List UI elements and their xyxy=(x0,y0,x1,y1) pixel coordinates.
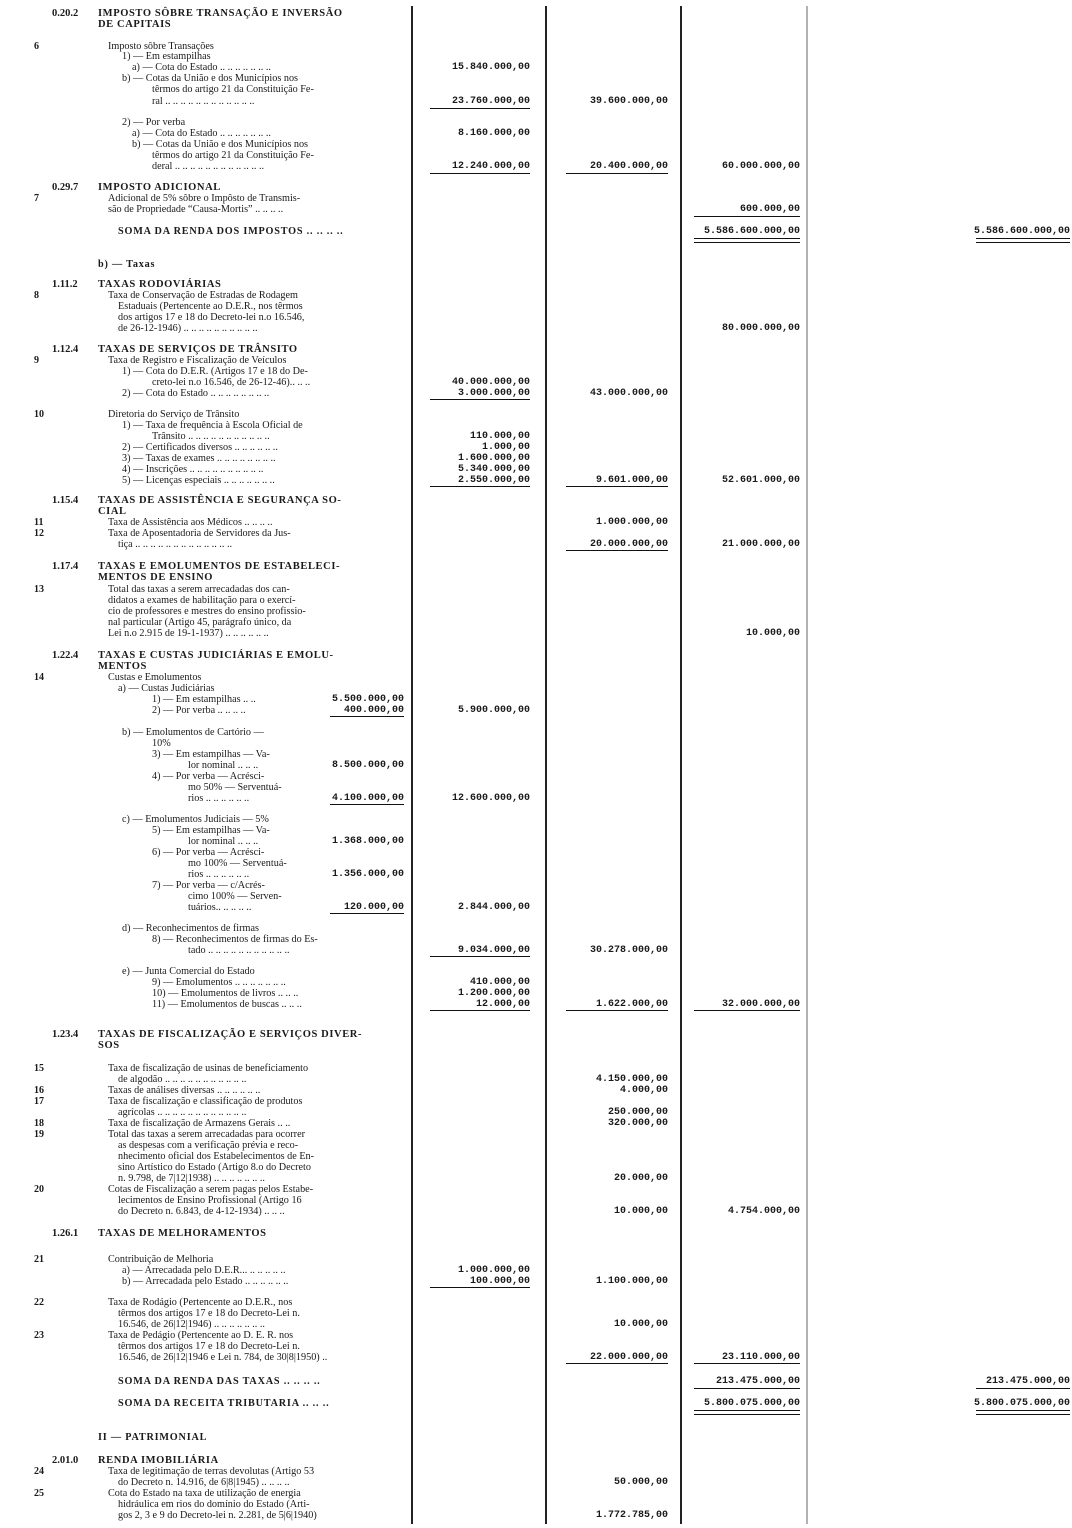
amount-c1: 12.600.000,00 xyxy=(451,793,530,804)
row-label: 2) — Por verba .. .. .. .. xyxy=(152,705,246,716)
row-label: n. 9.798, de 7|12|1938) .. .. .. .. .. .. .. xyxy=(118,1173,265,1184)
row-label: lor nominal .. .. .. xyxy=(188,836,259,847)
row-label: 3) — Em estampilhas — Va- xyxy=(152,749,270,760)
subtotal-rule xyxy=(694,1363,800,1364)
amount-c1: 1.600.000,00 xyxy=(457,453,530,464)
row-label: d) — Reconhecimentos de firmas xyxy=(122,923,259,934)
row-label: b) — Cotas da União e dos Municípios nos xyxy=(132,139,309,150)
amount-c0: 5.500.000,00 xyxy=(331,694,404,705)
item-code: 0.29.7 xyxy=(52,182,79,193)
item-number: 19 xyxy=(34,1129,44,1140)
amount-c2: 30.278.000,00 xyxy=(589,945,668,956)
row-label: ral .. .. .. .. .. .. .. .. .. .. .. .. xyxy=(152,96,255,107)
row-label: Taxa de Assistência aos Médicos .. .. .. .. xyxy=(108,517,273,528)
item-code: 1.22.4 xyxy=(52,650,79,661)
subtotal-rule xyxy=(430,1010,530,1011)
amount-c0: 1.356.000,00 xyxy=(331,869,404,880)
amount-c3: 32.000.000,00 xyxy=(721,999,800,1010)
subtotal-rule xyxy=(566,486,668,487)
amount-c1: 8.160.000,00 xyxy=(457,128,530,139)
row-label: agrícolas .. .. .. .. .. .. .. .. .. .. .. .. xyxy=(118,1107,247,1118)
amount-c2: 4.000,00 xyxy=(619,1085,668,1096)
item-number: 14 xyxy=(34,672,44,683)
row-label: têrmos dos artigos 17 e 18 do Decreto-Lei n. xyxy=(118,1341,300,1352)
row-label: Cota do Estado na taxa de utilização de energia xyxy=(108,1488,301,1499)
row-label: gos 2, 3 e 9 do Decreto-lei n. 2.281, de 5|6|1940) xyxy=(118,1510,317,1521)
section-heading: RENDA IMOBILIÁRIA xyxy=(98,1455,219,1466)
row-label: Taxa de fiscalização de Armazens Gerais .. .. xyxy=(108,1118,291,1129)
row-label: mo 50% — Serventuá- xyxy=(188,782,282,793)
section-heading: TAXAS E CUSTAS JUDICIÁRIAS E EMOLU- xyxy=(98,650,334,661)
row-label: cimo 100% — Serven- xyxy=(188,891,282,902)
total-double-rule xyxy=(694,1410,800,1415)
total-double-rule xyxy=(976,238,1070,243)
section-heading: IMPOSTO ADICIONAL xyxy=(98,182,221,193)
row-label: as despesas com a verificação prévia e reco- xyxy=(118,1140,299,1151)
section-heading: TAXAS DE ASSISTÊNCIA E SEGURANÇA SO- xyxy=(98,495,342,506)
section-heading: CIAL xyxy=(98,506,127,517)
row-label: SOMA DA RENDA DAS TAXAS .. .. .. .. xyxy=(118,1376,321,1387)
row-label: b) — Cotas da União e dos Municípios nos xyxy=(122,73,299,84)
subtotal-rule xyxy=(566,1363,668,1364)
item-number: 7 xyxy=(34,193,39,204)
row-label: 1) — Em estampilhas xyxy=(122,51,211,62)
subtotal-rule xyxy=(430,108,530,109)
amount-c2: 20.000,00 xyxy=(613,1173,668,1184)
row-label: Taxa de Aposentadoria de Servidores da Jus- xyxy=(108,528,291,539)
amount-c2: 20.400.000,00 xyxy=(589,161,668,172)
row-label: Lei n.o 2.915 de 19-1-1937) .. .. .. .. .. .. xyxy=(108,628,269,639)
amount-c2: 1.772.785,00 xyxy=(595,1510,668,1521)
item-number: 8 xyxy=(34,290,39,301)
subtotal-rule xyxy=(694,1010,800,1011)
item-number: 13 xyxy=(34,584,44,595)
row-label: 4) — Inscrições .. .. .. .. .. .. .. .. .. .. xyxy=(122,464,264,475)
row-label: b) — Taxas xyxy=(98,259,156,270)
amount-c2: 250.000,00 xyxy=(607,1107,668,1118)
row-label: Taxa de fiscalização e classificação de produtos xyxy=(108,1096,303,1107)
subtotal-rule xyxy=(430,956,530,957)
amount-c3: 60.000.000,00 xyxy=(721,161,800,172)
amount-c0: 120.000,00 xyxy=(343,902,404,913)
item-number: 10 xyxy=(34,409,44,420)
row-label: 4) — Por verba — Acrésci- xyxy=(152,771,265,782)
amount-c2: 10.000,00 xyxy=(613,1319,668,1330)
subtotal-rule xyxy=(430,173,530,174)
item-number: 16 xyxy=(34,1085,44,1096)
row-label: Taxa de Rodágio (Pertencente ao D.E.R., nos xyxy=(108,1297,293,1308)
row-label: SOMA DA RENDA DOS IMPOSTOS .. .. .. .. xyxy=(118,226,344,237)
row-label: são de Propriedade “Causa-Mortis” .. .. .. .. xyxy=(108,204,284,215)
amount-c3: 5.800.075.000,00 xyxy=(703,1398,800,1409)
row-label: Trânsito .. .. .. .. .. .. .. .. .. .. .. xyxy=(152,431,270,442)
item-number: 23 xyxy=(34,1330,44,1341)
row-label: lor nominal .. .. .. xyxy=(188,760,259,771)
column-divider xyxy=(545,6,547,1524)
item-code: 1.11.2 xyxy=(52,279,78,290)
row-label: lecimentos de Ensino Profissional (Artigo 16 xyxy=(118,1195,302,1206)
row-label: 16.546, de 26|12|1946 e Lei n. 784, de 30|8|1950) .. xyxy=(118,1352,328,1363)
item-code: 1.12.4 xyxy=(52,344,79,355)
amount-c1: 2.550.000,00 xyxy=(457,475,530,486)
amount-c1: 100.000,00 xyxy=(469,1276,530,1287)
row-label: 1) — Em estampilhas .. .. xyxy=(152,694,256,705)
amount-c1: 410.000,00 xyxy=(469,977,530,988)
amount-c1: 2.844.000,00 xyxy=(457,902,530,913)
section-heading: MENTOS xyxy=(98,661,147,672)
subtotal-rule xyxy=(430,1287,530,1288)
item-number: 12 xyxy=(34,528,44,539)
amount-c2: 50.000,00 xyxy=(613,1477,668,1488)
row-label: a) — Cota do Estado .. .. .. .. .. .. .. xyxy=(132,62,271,73)
subtotal-rule xyxy=(566,550,668,551)
row-label: 5) — Em estampilhas — Va- xyxy=(152,825,270,836)
amount-c3: 80.000.000,00 xyxy=(721,323,800,334)
row-label: hidráulica em rios do domínio do Estado (Arti- xyxy=(118,1499,310,1510)
total-double-rule xyxy=(694,238,800,243)
row-label: a) — Custas Judiciárias xyxy=(118,683,215,694)
row-label: sino Artístico do Estado (Artigo 8.o do Decreto xyxy=(118,1162,311,1173)
column-divider xyxy=(806,6,808,1524)
row-label: Taxa de Registro e Fiscalização de Veículos xyxy=(108,355,287,366)
amount-c3: 52.601.000,00 xyxy=(721,475,800,486)
row-label: têrmos do artigo 21 da Constituição Fe- xyxy=(152,150,314,161)
row-label: 5) — Licenças especiais .. .. .. .. .. .. .. xyxy=(122,475,275,486)
column-divider xyxy=(411,6,413,1524)
row-label: do Decreto n. 6.843, de 4-12-1934) .. .. .. xyxy=(118,1206,285,1217)
subtotal-rule xyxy=(566,173,668,174)
subtotal-rule xyxy=(330,716,404,717)
row-label: c) — Emolumentos Judiciais — 5% xyxy=(122,814,269,825)
row-label: creto-lei n.o 16.546, de 26-12-46).. .. .. xyxy=(152,377,311,388)
row-label: Adicional de 5% sôbre o Impôsto de Transmis- xyxy=(108,193,301,204)
amount-c2: 9.601.000,00 xyxy=(595,475,668,486)
amount-c3: 600.000,00 xyxy=(739,204,800,215)
row-label: têrmos do artigo 21 da Constituição Fe- xyxy=(152,84,314,95)
subtotal-rule xyxy=(330,913,404,914)
item-number: 24 xyxy=(34,1466,44,1477)
amount-c0: 1.368.000,00 xyxy=(331,836,404,847)
row-label: tuários.. .. .. .. .. xyxy=(188,902,252,913)
item-number: 25 xyxy=(34,1488,44,1499)
row-label: nhecimento oficial dos Estabelecimentos de En- xyxy=(118,1151,315,1162)
item-number: 18 xyxy=(34,1118,44,1129)
row-label: Taxa de fiscalização de usinas de beneficiamento xyxy=(108,1063,309,1074)
row-label: a) — Arrecadada pelo D.E.R... .. .. .. .. .. xyxy=(122,1265,286,1276)
row-label: Imposto sôbre Transações xyxy=(108,41,214,52)
section-heading: TAXAS E EMOLUMENTOS DE ESTABELECI- xyxy=(98,561,341,572)
row-label: Total das taxas a serem arrecadadas dos can- xyxy=(108,584,290,595)
item-code: 1.26.1 xyxy=(52,1228,79,1239)
amount-c1: 15.840.000,00 xyxy=(451,62,530,73)
row-label: SOMA DA RECEITA TRIBUTARIA .. .. .. xyxy=(118,1398,330,1409)
subtotal-rule xyxy=(430,399,530,400)
amount-c2: 1.000.000,00 xyxy=(595,517,668,528)
row-label: cio de professores e mestres do ensino profissio- xyxy=(108,606,306,617)
item-number: 15 xyxy=(34,1063,44,1074)
amount-c2: 1.100.000,00 xyxy=(595,1276,668,1287)
item-code: 1.17.4 xyxy=(52,561,79,572)
section-heading: MENTOS DE ENSINO xyxy=(98,572,214,583)
item-number: 9 xyxy=(34,355,39,366)
row-label: 16.546, de 26|12|1946) .. .. .. .. .. .. .. xyxy=(118,1319,265,1330)
row-label: do Decreto n. 14.916, de 6|8|1945) .. .. .. .. xyxy=(118,1477,290,1488)
row-label: dos artigos 17 e 18 do Decreto-lei n.o 16.546, xyxy=(118,312,305,323)
amount-c2: 22.000.000,00 xyxy=(589,1352,668,1363)
section-heading: TAXAS RODOVIÁRIAS xyxy=(98,279,222,290)
section-heading: TAXAS DE SERVIÇOS DE TRÂNSITO xyxy=(98,344,298,355)
item-number: 22 xyxy=(34,1297,44,1308)
row-label: têrmos dos artigos 17 e 18 do Decreto-Lei n. xyxy=(118,1308,300,1319)
amount-c2: 10.000,00 xyxy=(613,1206,668,1217)
amount-c1: 23.760.000,00 xyxy=(451,96,530,107)
item-number: 21 xyxy=(34,1254,44,1265)
amount-c1: 1.000,00 xyxy=(481,442,530,453)
amount-c2: 4.150.000,00 xyxy=(595,1074,668,1085)
amount-c1: 1.000.000,00 xyxy=(457,1265,530,1276)
amount-c2: 20.000.000,00 xyxy=(589,539,668,550)
row-label: Taxa de Conservação de Estradas de Rodagem xyxy=(108,290,298,301)
section-heading: IMPOSTO SÔBRE TRANSAÇÃO E INVERSÃO xyxy=(98,8,343,19)
amount-c0: 4.100.000,00 xyxy=(331,793,404,804)
item-code: 0.20.2 xyxy=(52,8,79,19)
amount-c0: 400.000,00 xyxy=(343,705,404,716)
row-label: didatos a exames de habilitação para o exercí- xyxy=(108,595,296,606)
row-label: Estaduais (Pertencente ao D.E.R., nos têrmos xyxy=(118,301,303,312)
item-code: 2.01.0 xyxy=(52,1455,79,1466)
row-label: Contribuição de Melhoria xyxy=(108,1254,214,1265)
amount-c2: 320.000,00 xyxy=(607,1118,668,1129)
row-label: b) — Emolumentos de Cartório — xyxy=(122,727,264,738)
amount-c3: 23.110.000,00 xyxy=(721,1352,800,1363)
row-label: de 26-12-1946) .. .. .. .. .. .. .. .. .. .. xyxy=(118,323,258,334)
row-label: 10) — Emolumentos de livros .. .. .. xyxy=(152,988,299,999)
amount-c1: 9.034.000,00 xyxy=(457,945,530,956)
item-code: 1.15.4 xyxy=(52,495,79,506)
row-label: Total das taxas a serem arrecadadas para ocorrer xyxy=(108,1129,305,1140)
row-label: 9) — Emolumentos .. .. .. .. .. .. .. xyxy=(152,977,286,988)
amount-c2: 39.600.000,00 xyxy=(589,96,668,107)
row-label: Diretoria do Serviço de Trânsito xyxy=(108,409,240,420)
row-label: Taxas de análises diversas .. .. .. .. .. .. xyxy=(108,1085,261,1096)
item-number: 6 xyxy=(34,41,39,52)
row-label: tado .. .. .. .. .. .. .. .. .. .. .. xyxy=(188,945,290,956)
item-number: 17 xyxy=(34,1096,44,1107)
amount-c4: 5.586.600.000,00 xyxy=(973,226,1070,237)
subtotal-rule xyxy=(566,1010,668,1011)
section-heading: DE CAPITAIS xyxy=(98,19,172,30)
item-number: 11 xyxy=(34,517,44,528)
amount-c3: 21.000.000,00 xyxy=(721,539,800,550)
amount-c1: 5.340.000,00 xyxy=(457,464,530,475)
item-code: 1.23.4 xyxy=(52,1029,79,1040)
row-label: 3) — Taxas de exames .. .. .. .. .. .. .. .. xyxy=(122,453,276,464)
row-label: e) — Junta Comercial do Estado xyxy=(122,966,255,977)
row-label: 11) — Emolumentos de buscas .. .. .. xyxy=(152,999,302,1010)
total-double-rule xyxy=(976,1410,1070,1415)
row-label: Taxa de legitimação de terras devolutas (Artigo 53 xyxy=(108,1466,315,1477)
amount-c1: 3.000.000,00 xyxy=(457,388,530,399)
amount-c3: 4.754.000,00 xyxy=(727,1206,800,1217)
section-heading: TAXAS DE FISCALIZAÇÃO E SERVIÇOS DIVER- xyxy=(98,1029,363,1040)
amount-c1: 1.200.000,00 xyxy=(457,988,530,999)
row-label: 10% xyxy=(152,738,171,749)
amount-c4: 5.800.075.000,00 xyxy=(973,1398,1070,1409)
item-number: 20 xyxy=(34,1184,44,1195)
row-label: 8) — Reconhecimentos de firmas do Es- xyxy=(152,934,318,945)
amount-c2: 1.622.000,00 xyxy=(595,999,668,1010)
amount-c1: 12.000,00 xyxy=(475,999,530,1010)
amount-c0: 8.500.000,00 xyxy=(331,760,404,771)
row-label: mo 100% — Serventuá- xyxy=(188,858,287,869)
amount-c3: 5.586.600.000,00 xyxy=(703,226,800,237)
amount-c1: 110.000,00 xyxy=(469,431,530,442)
row-label: de algodão .. .. .. .. .. .. .. .. .. .. .. xyxy=(118,1074,247,1085)
column-divider xyxy=(680,6,682,1524)
row-label: Cotas de Fiscalização a serem pagas pelos Estabe- xyxy=(108,1184,314,1195)
subtotal-rule xyxy=(694,1388,800,1389)
row-label: a) — Cota do Estado .. .. .. .. .. .. .. xyxy=(132,128,271,139)
amount-c1: 5.900.000,00 xyxy=(457,705,530,716)
amount-c3: 213.475.000,00 xyxy=(715,1376,800,1387)
row-label: II — PATRIMONIAL xyxy=(98,1432,208,1443)
row-label: 2) — Cota do Estado .. .. .. .. .. .. .. .. xyxy=(122,388,270,399)
row-label: rios .. .. .. .. .. .. xyxy=(188,869,250,880)
subtotal-rule xyxy=(330,804,404,805)
subtotal-rule xyxy=(694,216,800,217)
row-label: 1) — Taxa de frequência à Escola Oficial de xyxy=(122,420,303,431)
row-label: rios .. .. .. .. .. .. xyxy=(188,793,250,804)
row-label: Taxa de Pedágio (Pertencente ao D. E. R. nos xyxy=(108,1330,294,1341)
subtotal-rule xyxy=(430,486,530,487)
section-heading: SOS xyxy=(98,1040,120,1051)
amount-c4: 213.475.000,00 xyxy=(985,1376,1070,1387)
row-label: Custas e Emolumentos xyxy=(108,672,202,683)
amount-c3: 10.000,00 xyxy=(745,628,800,639)
row-label: nal particular (Artigo 45, parágrafo único, da xyxy=(108,617,292,628)
row-label: 2) — Por verba xyxy=(122,117,186,128)
row-label: deral .. .. .. .. .. .. .. .. .. .. .. .. xyxy=(152,161,265,172)
section-heading: TAXAS DE MELHORAMENTOS xyxy=(98,1228,267,1239)
subtotal-rule xyxy=(976,1388,1070,1389)
row-label: 1) — Cota do D.E.R. (Artigos 17 e 18 do De- xyxy=(122,366,308,377)
row-label: 2) — Certificados diversos .. .. .. .. .. .. xyxy=(122,442,278,453)
row-label: 6) — Por verba — Acrésci- xyxy=(152,847,265,858)
amount-c2: 43.000.000,00 xyxy=(589,388,668,399)
row-label: tiça .. .. .. .. .. .. .. .. .. .. .. .. .. xyxy=(118,539,233,550)
amount-c1: 40.000.000,00 xyxy=(451,377,530,388)
amount-c1: 12.240.000,00 xyxy=(451,161,530,172)
row-label: 7) — Por verba — c/Acrés- xyxy=(152,880,265,891)
row-label: b) — Arrecadada pelo Estado .. .. .. .. .. .. xyxy=(122,1276,289,1287)
